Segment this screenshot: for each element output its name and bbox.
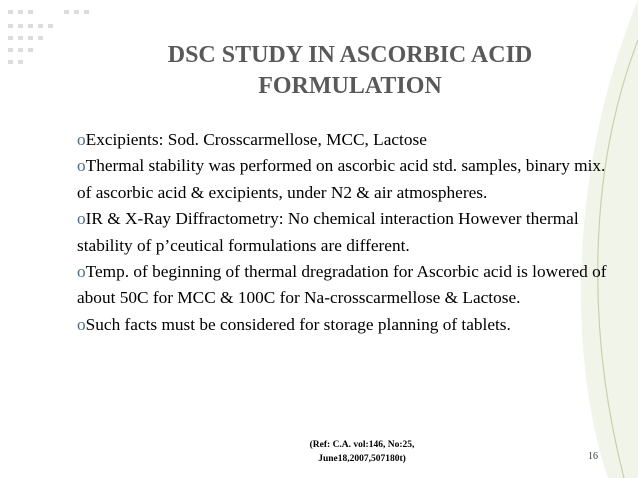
- page-number: 16: [588, 451, 598, 462]
- bullet-text: IR & X-Ray Diffractometry: No chemical interaction However thermal stability of p’ceutical formulations are different.: [77, 209, 579, 255]
- bullet-item: [77, 206, 607, 259]
- bullet-text: Such facts must be considered for storage planning of tablets.: [85, 314, 511, 334]
- bullet-item: [77, 153, 607, 206]
- bullet-item: [77, 127, 607, 153]
- bullet-item: [77, 312, 607, 338]
- bullet-text: Excipients: Sod. Crosscarmellose, MCC, Lactose: [85, 130, 427, 149]
- bullet-marker: o: [77, 262, 86, 282]
- bullet-list: [77, 127, 607, 338]
- title-line-1: DSC STUDY IN ASCORBIC ACID: [167, 42, 533, 68]
- bullet-marker: o: [77, 156, 86, 176]
- bullet-marker: o: [77, 130, 86, 149]
- bullet-text: Thermal stability was performed on ascorbic acid std. samples, binary mix. of ascorbic acid & excipients, under N2 & air atmospheres.: [77, 156, 606, 202]
- reference-line-2: June18,2007,507180t): [318, 454, 406, 464]
- bullet-marker: o: [77, 314, 86, 334]
- reference-line-1: (Ref: C.A. vol:146, No:25,: [309, 440, 415, 450]
- bullet-text: Temp. of beginning of thermal dregradation for Ascorbic acid is lowered of about 50C for MCC & 100C for Na-crosscarmellose & Lactose.: [77, 262, 607, 308]
- bullet-marker: o: [77, 209, 86, 229]
- bullet-item: [77, 259, 607, 312]
- title-line-2: FORMULATION: [258, 73, 442, 99]
- reference-citation: [262, 438, 462, 466]
- slide-title: [100, 40, 600, 102]
